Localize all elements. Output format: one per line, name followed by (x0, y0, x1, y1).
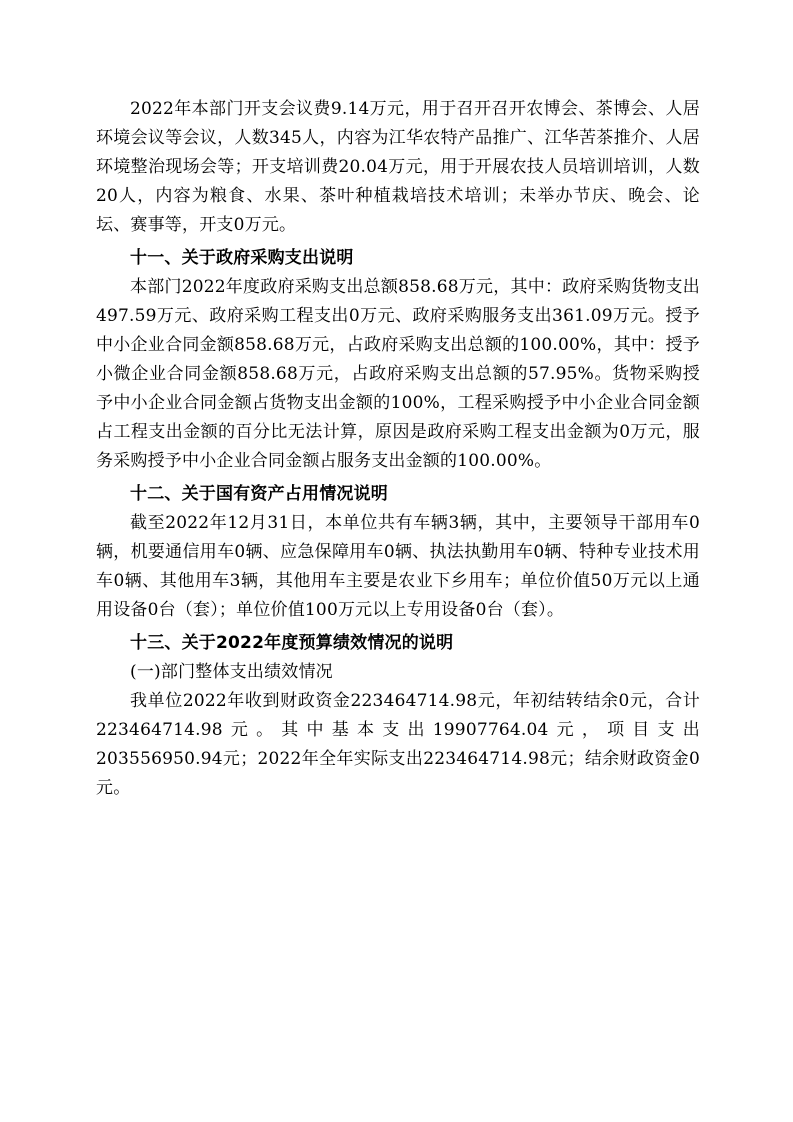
section-12-heading: 十二、关于国有资产占用情况说明 (130, 484, 388, 504)
meeting-training-expense-paragraph: 2022年本部门开支会议费9.14万元，用于召开召开农博会、茶博会、人居环境会议等会议，人数345人，内容为江华农特产品推广、江华苦茶推介、人居环境整治现场会等；开支培训费20.04万元，用于开展农技人员培训培训，人数20人，内容为粮食、水果、茶叶种植栽培技术培训；未举办节庆、晚会、论坛、赛事等，开支0万元。 (96, 99, 700, 235)
overall-performance-paragraph: 我单位2022年收到财政资金223464714.98元，年初结转结余0元，合计223464714.98元。其中基本支出19907764.04元，项目支出203556950.94元；2022年全年实际支出223464714.98元；结余财政资金0元。 (96, 691, 700, 798)
section-11-heading: 十一、关于政府采购支出说明 (130, 248, 354, 268)
state-assets-paragraph: 截至2022年12月31日，本单位共有车辆3辆，其中，主要领导干部用车0辆，机要通信用车0辆、应急保障用车0辆、执法执勤用车0辆、特种专业技术用车0辆、其他用车3辆，其他用车主要是农业下乡用车；单位价值50万元以上通用设备0台（套）；单位价值100万元以上专用设备0台（套）。 (96, 513, 700, 620)
section-13-heading: 十三、关于2022年度预算绩效情况的说明 (130, 633, 454, 653)
document-page (96, 95, 700, 803)
subsection-1-title: (一)部门整体支出绩效情况 (130, 662, 333, 682)
procurement-paragraph: 本部门2022年度政府采购支出总额858.68万元，其中：政府采购货物支出497.59万元、政府采购工程支出0万元、政府采购服务支出361.09万元。授予中小企业合同金额858.68万元，占政府采购支出总额的100.00%，其中：授予小微企业合同金额858.68万元，占政府采购支出总额的57.95%。货物采购授予中小企业合同金额占货物支出金额的100%，工程采购授予中小企业合同金额占工程支出金额的百分比无法计算，原因是政府采购工程支出金额为0万元，服务采购授予中小企业合同金额占服务支出金额的100.00%。 (96, 277, 700, 471)
